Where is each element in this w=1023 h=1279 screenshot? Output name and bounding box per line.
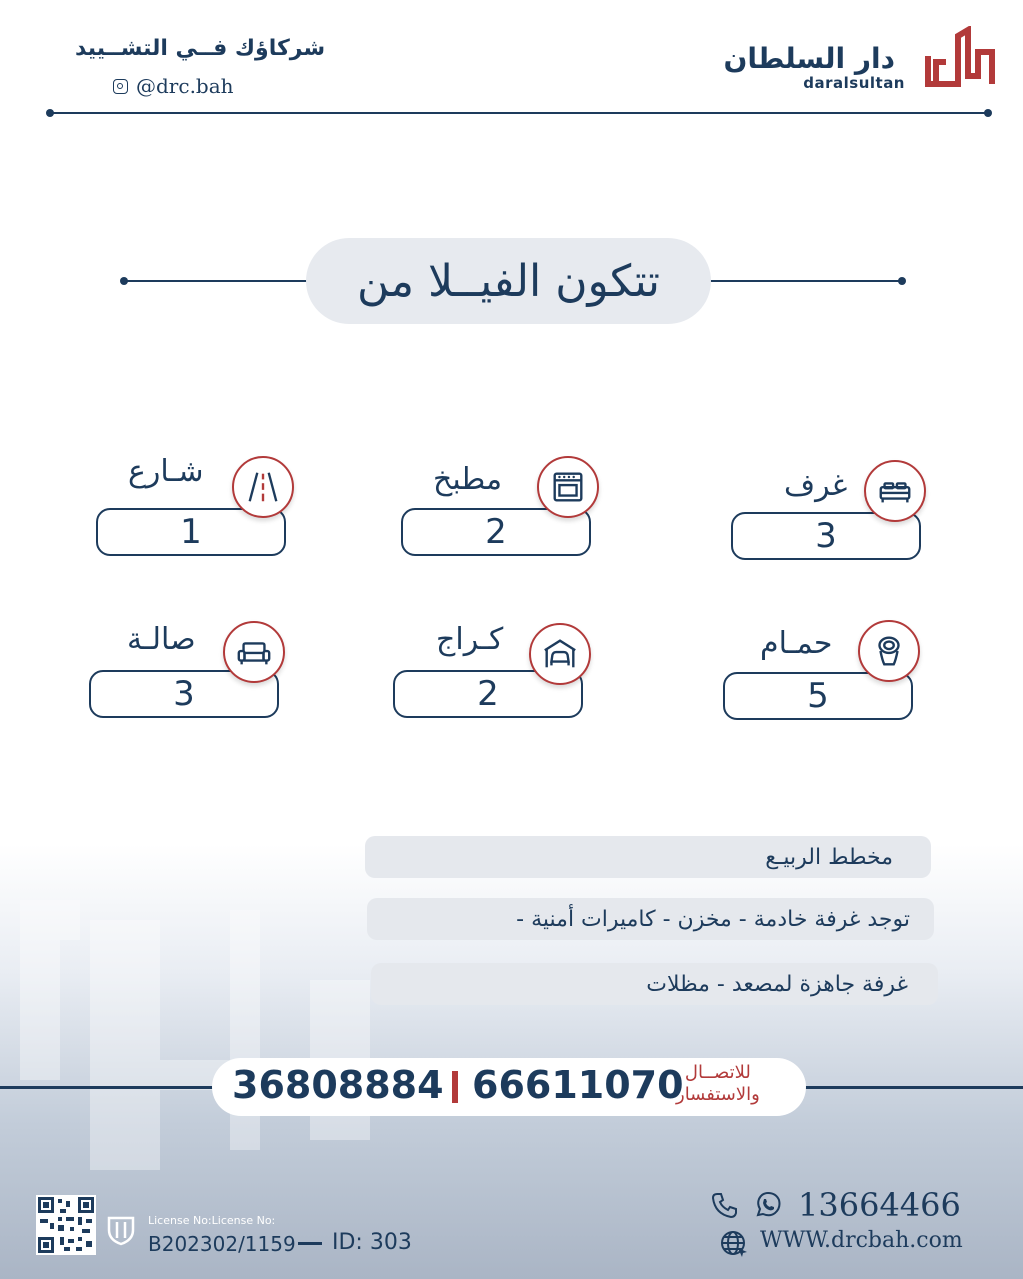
title-line-right bbox=[705, 280, 902, 282]
bed-icon bbox=[864, 460, 926, 522]
living-room-label: صالـة bbox=[127, 622, 196, 657]
tagline: شركاؤك فــي التشــييد bbox=[75, 36, 326, 61]
street-count: 1 bbox=[96, 508, 286, 556]
toilet-icon bbox=[858, 620, 920, 682]
globe-icon bbox=[718, 1228, 750, 1260]
phone-icon bbox=[710, 1190, 740, 1220]
license-authority-logo-icon bbox=[106, 1214, 136, 1246]
note-elevator-shades: غرفة جاهزة لمصعد - مظلات bbox=[371, 963, 938, 1005]
brand-name-english: daralsultan bbox=[803, 74, 905, 92]
bathroom-count: 5 bbox=[723, 672, 913, 720]
brand-logo-icon bbox=[922, 26, 996, 88]
footer-website[interactable]: WWW.drcbah.com bbox=[760, 1228, 963, 1253]
header-divider bbox=[50, 112, 990, 114]
rooms-count: 3 bbox=[731, 512, 921, 560]
background-logo-watermark bbox=[0, 880, 400, 1200]
garage-count: 2 bbox=[393, 670, 583, 718]
social-handle[interactable]: @drc.bah bbox=[136, 74, 234, 98]
note-extra-rooms: توجد غرفة خادمة - مخزن - كاميرات أمنية - bbox=[367, 898, 934, 940]
bathroom-label: حمـام bbox=[760, 626, 833, 661]
sofa-icon bbox=[223, 621, 285, 683]
phone-number-2[interactable]: 36808884 bbox=[232, 1063, 444, 1107]
note-plan-name: مخطط الربيـع bbox=[365, 836, 931, 878]
page-title: تتكون الفيــلا من bbox=[306, 238, 711, 324]
phone-number-1[interactable]: 66611070 bbox=[472, 1063, 684, 1107]
contact-label-line1: للاتصــال bbox=[684, 1062, 751, 1083]
street-label: شـارع bbox=[128, 454, 204, 489]
license-label: License No:License No: bbox=[148, 1214, 276, 1227]
garage-label: كـراج bbox=[436, 622, 504, 657]
phone-separator bbox=[452, 1071, 458, 1103]
whatsapp-icon bbox=[752, 1188, 784, 1220]
road-icon bbox=[232, 456, 294, 518]
footer-phone[interactable]: 13664466 bbox=[798, 1186, 961, 1224]
license-number: B202302/1159 bbox=[148, 1232, 296, 1256]
title-line-left bbox=[124, 280, 314, 282]
divider-dot-left bbox=[46, 109, 54, 117]
oven-icon bbox=[537, 456, 599, 518]
rooms-label: غرف bbox=[784, 468, 848, 503]
instagram-icon bbox=[113, 79, 128, 94]
contact-label-line2: والاستفسار bbox=[676, 1084, 760, 1105]
title-dot-right bbox=[898, 277, 906, 285]
qr-code[interactable] bbox=[36, 1195, 96, 1255]
kitchen-count: 2 bbox=[401, 508, 591, 556]
title-dot-left bbox=[120, 277, 128, 285]
license-id: ID: 303 bbox=[332, 1230, 412, 1255]
living-room-count: 3 bbox=[89, 670, 279, 718]
divider-dot-right bbox=[984, 109, 992, 117]
garage-icon bbox=[529, 623, 591, 685]
contact-label bbox=[676, 1062, 760, 1106]
kitchen-label: مطبخ bbox=[433, 462, 503, 497]
license-dash bbox=[298, 1242, 322, 1245]
brand-name-arabic: دار السلطان bbox=[723, 42, 895, 75]
